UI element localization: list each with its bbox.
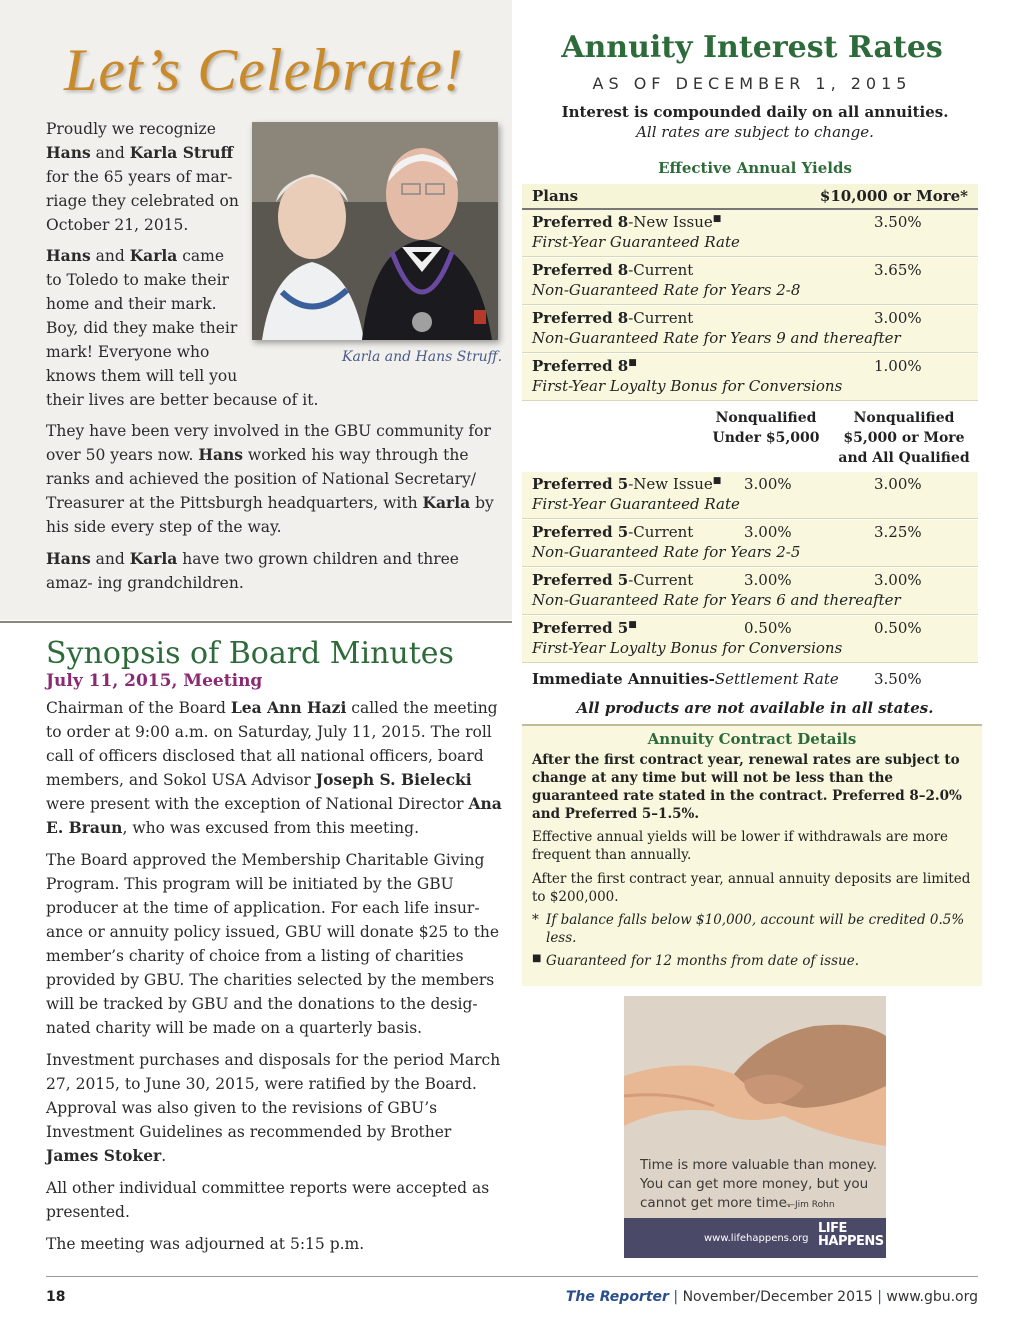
footnote-text: If balance falls below $10,000, account will be credited 0.5% less. — [546, 912, 965, 946]
footnote-guaranteed — [532, 952, 978, 970]
rates-note-compounded: Interest is compounded daily on all annuities. — [561, 103, 949, 121]
rate-row-pref5-loyalty — [522, 616, 978, 663]
immediate-annuities-row — [532, 670, 839, 688]
header-nonqualified-over — [834, 408, 974, 468]
plan-name-suffix: -Current — [628, 261, 694, 279]
story-text: worked his way through the ranks and achieved the position of National Secretary/ Treasurer at the Pittsburgh headquarters, with — [46, 446, 477, 512]
ad-quote: Time is more valuable than money. You can get more money, but you cannot get more time. — [640, 1157, 878, 1211]
plan-rate: 3.50% — [874, 213, 922, 231]
plan-name-bold: Preferred 5 — [532, 475, 629, 493]
header-line: $5,000 or More — [843, 430, 965, 446]
minutes-text: Chairman of the Board — [46, 699, 231, 717]
intro-line: for the 65 years of mar- — [46, 168, 233, 186]
guarantee-mark-icon: ■ — [712, 214, 722, 224]
availability-note: All products are not available in all states. — [576, 699, 934, 717]
p2-line: mark! Everyone who — [46, 343, 210, 361]
name-hans: Hans — [46, 549, 91, 568]
plan-name — [532, 475, 721, 493]
header-amount: $10,000 or More* — [819, 187, 968, 205]
header-line: Nonqualified — [853, 410, 955, 426]
name-karla: Karla — [129, 549, 178, 568]
celebrate-paragraph-2 — [46, 244, 246, 340]
plan-description: Non-Guaranteed Rate for Years 2-8 — [532, 281, 801, 299]
rate-row-pref5-current — [522, 520, 978, 567]
p2-and: and — [90, 247, 130, 265]
immediate-label: Immediate Annuities- — [532, 670, 715, 688]
plan-rate: 1.00% — [874, 357, 922, 375]
plan-name — [532, 309, 693, 327]
rate-row-pref8-current — [522, 258, 978, 305]
p2-line: knows them will tell you — [46, 367, 238, 385]
board-minutes — [46, 696, 502, 1264]
plan-name-bold: Preferred 8 — [532, 357, 629, 375]
plan-description: First-Year Loyalty Bonus for Conversions — [532, 639, 843, 657]
couple-photo-illustration — [252, 122, 498, 340]
plan-name-suffix: -Current — [628, 309, 694, 327]
rate-row-pref8-new — [522, 210, 978, 257]
rate-row-pref5-current-6 — [522, 568, 978, 615]
plan-description: Non-Guaranteed Rate for Years 9 and thereafter — [532, 329, 901, 347]
guarantee-mark-icon: ■ — [628, 358, 637, 368]
life-happens-logo: LIFE HAPPENS — [818, 1221, 884, 1249]
header-nonqualified-under — [706, 408, 826, 448]
plan-name — [532, 357, 637, 375]
intro-line — [46, 141, 246, 165]
guarantee-mark-icon: ■ — [712, 476, 722, 486]
p2-line: their lives are better because of it. — [46, 391, 319, 409]
header-line: Under $5,000 — [712, 430, 820, 446]
plan-rate-over: 3.00% — [874, 475, 922, 493]
footer-separator: | — [673, 1289, 679, 1305]
plan-name-suffix: -Current — [628, 523, 694, 541]
story-text: by his side every step of the way. — [46, 494, 494, 536]
minutes-text: Investment purchases and disposals for the period March 27, 2015, to June 30, 2015, were ratified by the Board. Approval was also given to the revisions of GBU’s Investment Guidelines as recommended by Brother — [46, 1051, 501, 1141]
minutes-paragraph — [46, 1048, 502, 1168]
guarantee-mark-icon: ■ — [532, 953, 542, 964]
plan-rate-under: 3.00% — [744, 475, 792, 493]
effective-yields-heading: Effective Annual Yields — [658, 159, 852, 177]
asterisk-icon: * — [532, 912, 539, 928]
footnote-text: Guaranteed for 12 months from date of issue. — [546, 953, 859, 969]
ad-url[interactable]: www.lifehappens.org — [704, 1233, 809, 1244]
footer-divider — [46, 1276, 978, 1277]
issue-date: November/December 2015 — [682, 1289, 873, 1305]
rate-row-pref8-loyalty — [522, 354, 978, 401]
photo-caption: Karla and Hans Struff. — [342, 349, 503, 365]
plan-name — [532, 261, 693, 279]
plan-name-bold: Preferred 5 — [532, 571, 629, 589]
intro-line: riage they celebrated on — [46, 192, 239, 210]
minutes-text: called the meeting to order at 9:00 a.m. on Saturday, July 11, 2015. The roll call of officers disclosed that all national officers, board members, and Sokol USA Advisor — [46, 699, 498, 789]
contract-withdrawal-text: Effective annual yields will be lower if withdrawals are more frequent than annually. — [532, 829, 949, 863]
plan-description: First-Year Guaranteed Rate — [532, 495, 740, 513]
story-text: have two grown children and three amaz- ing grandchildren. — [46, 550, 459, 592]
contract-details-title: Annuity Contract Details — [647, 730, 857, 748]
plan-name-bold: Preferred 8 — [532, 261, 629, 279]
name-hans: Hans — [46, 143, 91, 162]
plan-description: First-Year Loyalty Bonus for Conversions — [532, 377, 843, 395]
meeting-date: July 11, 2015, Meeting — [46, 671, 263, 691]
plan-rate-under: 3.00% — [744, 523, 792, 541]
plan-rate-under: 0.50% — [744, 619, 792, 637]
plan-rate-under: 3.00% — [744, 571, 792, 589]
plan-name-bold: Preferred 5 — [532, 523, 629, 541]
story-paragraph — [46, 419, 508, 539]
celebrate-title: Let’s Celebrate! — [64, 37, 464, 103]
plan-name — [532, 213, 721, 231]
intro-line: October 21, 2015. — [46, 216, 189, 234]
p2-line: to Toledo to make their — [46, 271, 229, 289]
minutes-text: were present with the exception of National Director — [46, 795, 469, 813]
minutes-text: . — [161, 1147, 167, 1165]
plan-name — [532, 619, 637, 637]
rate-row-pref8-current-9 — [522, 306, 978, 353]
plan-name — [532, 523, 693, 541]
contract-deposit-text: After the first contract year, annual annuity deposits are limited to $200,000. — [532, 871, 971, 905]
plan-description: First-Year Guaranteed Rate — [532, 233, 740, 251]
rate-row-pref5-new — [522, 472, 978, 519]
website-link[interactable]: www.gbu.org — [886, 1289, 978, 1305]
section-divider — [0, 621, 512, 623]
header-plans: Plans — [532, 187, 579, 205]
header-line: and All Qualified — [838, 450, 970, 466]
page-number: 18 — [46, 1289, 66, 1305]
footer-separator: | — [877, 1289, 882, 1305]
plan-rate-over: 3.00% — [874, 571, 922, 589]
plan-rate-over: 3.25% — [874, 523, 922, 541]
intro-line: Proudly we recognize — [46, 120, 216, 138]
plan-description: Non-Guaranteed Rate for Years 2-5 — [532, 543, 801, 561]
couple-photo — [252, 122, 498, 340]
name-karla: Karla — [129, 246, 178, 265]
plan-name-bold: Preferred 8 — [532, 309, 629, 327]
footnote-balance — [532, 911, 978, 947]
p2-line: Boy, did they make their — [46, 319, 238, 337]
name-karla-struff: Karla Struff — [129, 143, 234, 162]
plan-rate: 3.00% — [874, 309, 922, 327]
celebrate-intro — [46, 117, 246, 237]
header-line: Nonqualified — [715, 410, 817, 426]
plan-name-suffix: -New Issue — [628, 475, 713, 493]
plan-name-suffix: -New Issue — [628, 213, 713, 231]
minutes-paragraph: All other individual committee reports were accepted as presented. — [46, 1179, 490, 1221]
name-hans: Hans — [198, 445, 243, 464]
story-text: They have been very involved in the GBU community for over 50 years now. — [46, 422, 491, 464]
intro-and: and — [95, 144, 125, 162]
ad-quote-author: —Jim Rohn — [786, 1200, 835, 1210]
story-text: and — [90, 550, 130, 568]
immediate-sublabel: Settlement Rate — [714, 670, 839, 688]
plan-name-bold: Preferred 8 — [532, 213, 629, 231]
name-hans: Hans — [46, 246, 91, 265]
p2-came: came — [177, 247, 225, 265]
magazine-name: The Reporter — [565, 1289, 669, 1305]
p2-line — [46, 244, 246, 268]
plan-name — [532, 571, 693, 589]
advisor-name: Joseph S. Bielecki — [315, 770, 472, 789]
immediate-rate: 3.50% — [874, 670, 922, 688]
director-name: Ana E. Braun — [46, 794, 502, 837]
plan-description: Non-Guaranteed Rate for Years 6 and thereafter — [532, 591, 901, 609]
rates-date: AS OF DECEMBER 1, 2015 — [592, 74, 912, 93]
minutes-paragraph: The Board approved the Membership Charitable Giving Program. This program will be initiated by the GBU producer at the time of application. For each life insur- ance or annuity policy issued, GBU will donate $25 to the member’s charity of choice from a listing of charities provided by GBU. The charities selected by the members will be tracked by GBU and the donations to the desig- nated charity will be made on a quarterly basis. — [46, 851, 500, 1037]
rates-title: Annuity Interest Rates — [561, 30, 943, 65]
rates-table-header — [522, 184, 978, 210]
chairman-name: Lea Ann Hazi — [230, 698, 347, 717]
minutes-paragraph — [46, 696, 502, 840]
brother-name: James Stoker — [46, 1146, 162, 1165]
synopsis-title: Synopsis of Board Minutes — [46, 636, 454, 671]
minutes-text: , who was excused from this meeting. — [122, 819, 419, 837]
guarantee-mark-icon: ■ — [628, 620, 637, 630]
name-karla: Karla — [422, 493, 471, 512]
plan-rate: 3.65% — [874, 261, 922, 279]
celebrate-story — [46, 419, 508, 603]
story-paragraph — [46, 547, 508, 595]
footer-publication — [566, 1289, 978, 1305]
plan-rate-over: 0.50% — [874, 619, 922, 637]
minutes-paragraph: The meeting was adjourned at 5:15 p.m. — [46, 1235, 365, 1253]
plan-name-suffix: -Current — [628, 571, 694, 589]
plan-name-bold: Preferred 5 — [532, 619, 629, 637]
p2-line: home and their mark. — [46, 295, 217, 313]
rates-note-subject: All rates are subject to change. — [636, 123, 874, 141]
contract-renewal-text: After the first contract year, renewal rates are subject to change at any time but will not be less than the guaranteed rate stated in the contract. Preferred 8–2.0% and Preferred 5–1.5%. — [532, 752, 962, 822]
